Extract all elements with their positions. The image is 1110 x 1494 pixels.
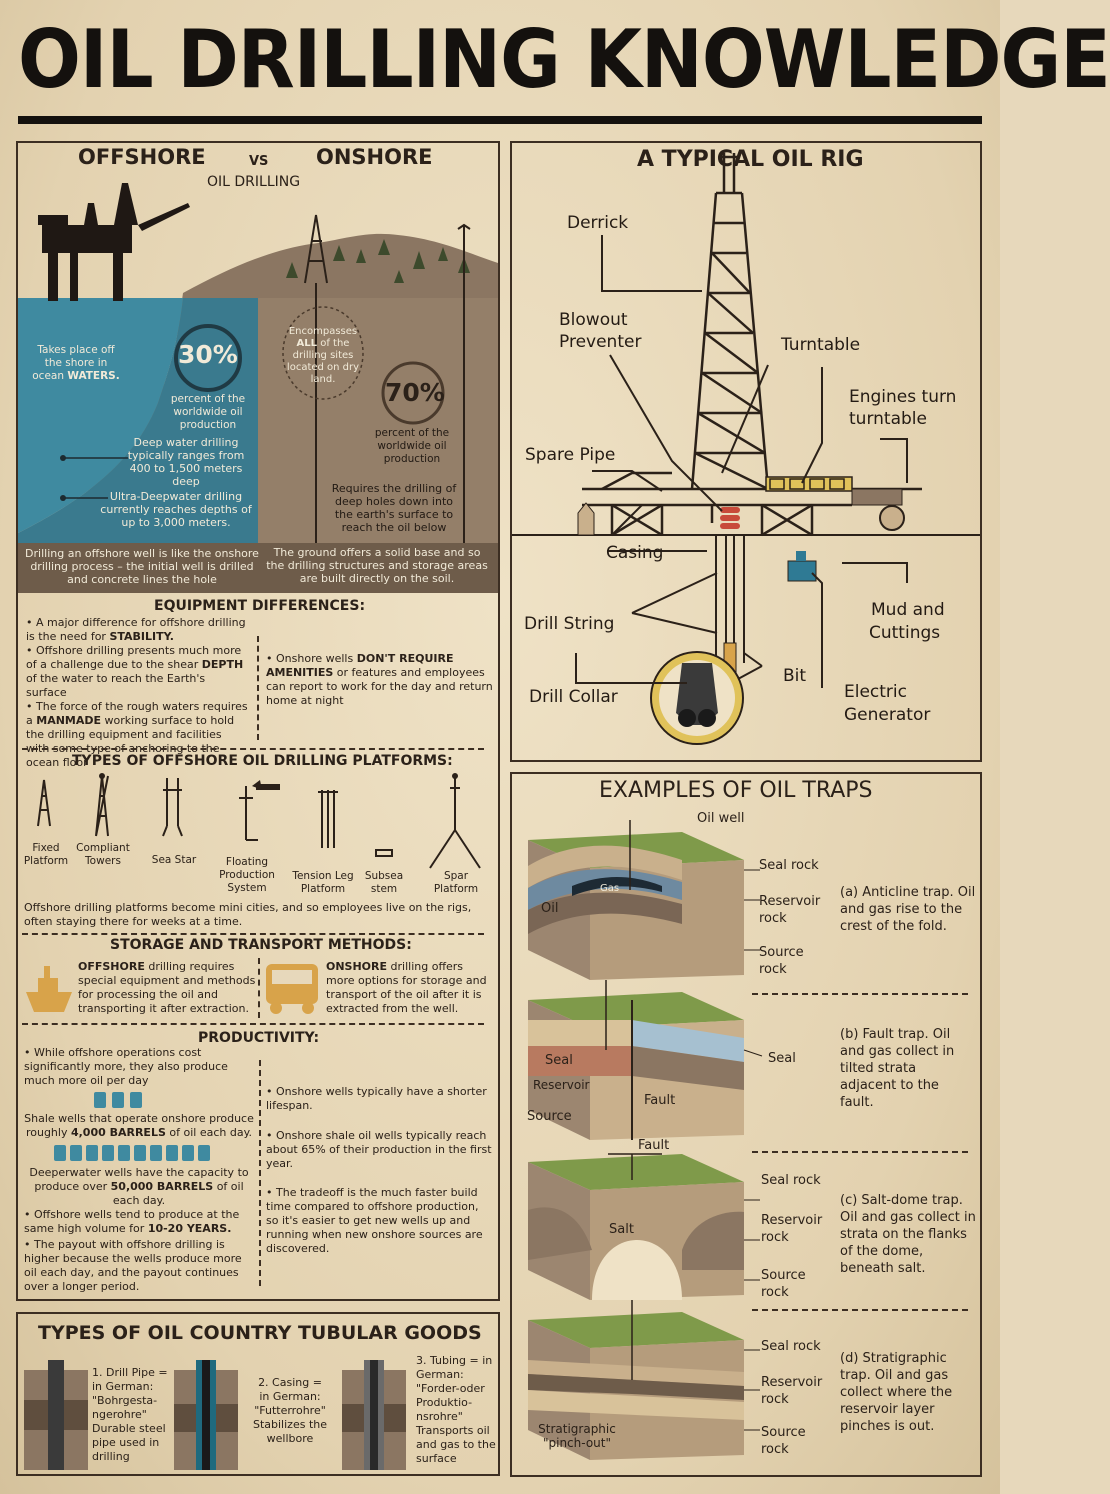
productivity-left-4: • Offshore wells tend to produce at the same high volume for 10-20 YEARS. <box>24 1208 240 1235</box>
trap-b-desc: (b) Fault trap. Oil and gas collect in tilted strata adjacent to the fault. <box>840 1027 955 1110</box>
trap-a-reservoir: Reservoir rock <box>759 894 821 926</box>
tubular-drill-pipe: 1. Drill Pipe = in German: "Bohrgesta-ngerohre" Durable steel pipe used in drilling <box>92 1366 168 1463</box>
requires-text: Requires the drilling of deep holes down into the earth's surface to reach the oil below <box>331 482 457 534</box>
trap-a-oil: Oil <box>541 901 559 916</box>
productivity-left-5: • The payout with offshore drilling is higher because the wells produce more oil each day, and the payout continues over a longer period. <box>24 1238 242 1293</box>
productivity-left-2: Shale wells that operate onshore produce roughly 4,000 BARRELS of oil each day. <box>24 1112 254 1139</box>
trap-a-source: Source rock <box>759 945 804 977</box>
productivity-right-3: • The tradeoff is the much faster build time compared to offshore production, so it's easier to get new wells up and running when new onshore sources are discovered. <box>266 1186 483 1255</box>
trap-c-desc: (c) Salt-dome trap. Oil and gas collect in strata on the flanks of the dome, beneath salt. <box>840 1193 976 1276</box>
title-rule <box>18 116 982 124</box>
platform-fixed: Fixed Platform <box>23 842 69 867</box>
trap-a-seal: Seal rock <box>759 858 819 873</box>
trap-c-salt: Salt <box>609 1222 634 1237</box>
rig-turntable-label: Turntable <box>781 335 861 355</box>
trap-c-fault: Fault <box>638 1138 670 1153</box>
equipment-heading: EQUIPMENT DIFFERENCES: <box>154 598 366 614</box>
platform-compliant: Compliant Towers <box>76 842 130 867</box>
onshore-percent-desc: percent of the worldwide oil production <box>374 427 450 465</box>
rig-blowout-label-2: Preventer <box>559 332 642 352</box>
traps-heading: EXAMPLES OF OIL TRAPS <box>599 778 873 803</box>
rig-engines-label-2: turntable <box>849 409 927 429</box>
rig-derrick-label: Derrick <box>567 213 629 233</box>
trap-b-reservoir: Reservoir <box>533 1078 590 1092</box>
tubular-heading: TYPES OF OIL COUNTRY TUBULAR GOODS <box>38 1322 482 1344</box>
platform-spar: Spar Platform <box>433 870 479 895</box>
trap-d-reservoir: Reservoir rock <box>761 1375 823 1407</box>
offshore-heading: OFFSHORE <box>78 145 206 169</box>
tubular-illustrations <box>24 1360 424 1470</box>
rig-electric-label-1: Electric <box>844 682 907 702</box>
rig-mud-label-1: Mud and <box>871 600 945 620</box>
trap-b-source: Source <box>527 1109 572 1124</box>
offshore-percent-desc: percent of the worldwide oil production <box>170 393 246 431</box>
productivity-heading: PRODUCTIVITY: <box>198 1030 320 1046</box>
ultra-deep-text: Ultra-Deepwater drilling currently reaches depths of up to 3,000 meters. <box>100 490 252 529</box>
rig-casing-label: Casing <box>606 543 664 563</box>
onshore-percent: 70% <box>385 378 445 407</box>
platform-tension-leg: Tension Leg Platform <box>292 870 354 895</box>
vs-label: VS <box>249 154 269 169</box>
page-title: OIL DRILLING KNOWLEDGE <box>18 13 1110 107</box>
platforms-note: Offshore drilling platforms become mini cities, and so employees live on the rigs, often staying there for weeks at a time. <box>24 901 472 928</box>
trap-b-fault: Fault <box>644 1093 676 1108</box>
ocean-waters-text: Takes place off the shore in ocean WATERS. <box>32 344 120 382</box>
offshore-percent: 30% <box>178 340 238 369</box>
trap-b-seal-right: Seal <box>768 1051 796 1066</box>
rig-engines-label-1: Engines turn <box>849 387 957 407</box>
equipment-left-list: • A major difference for offshore drilling is the need for STABILITY. • Offshore drilling presents much more of a challenge due to the shear DEPTH of the water to reach the Earth's surface • The force of the rough waters requires a MANMADE working surface to hold the drilling equipment and facilities with some type of anchoring to the ocean floor <box>26 616 248 769</box>
rig-spare-pipe-label: Spare Pipe <box>525 445 616 465</box>
productivity-right-2: • Onshore shale oil wells typically reach about 65% of their production in the first year. <box>266 1129 492 1170</box>
trap-d-seal: Seal rock <box>761 1339 821 1354</box>
productivity-left-3: Deeperwater wells have the capacity to produce over 50,000 BARRELS of oil each day. <box>29 1166 249 1207</box>
platform-floating: Floating Production System <box>219 856 275 894</box>
rig-heading: A TYPICAL OIL RIG <box>637 147 864 172</box>
platforms-heading: TYPES OF OFFSHORE OIL DRILLING PLATFORMS: <box>72 753 453 769</box>
productivity-left-1: • While offshore operations cost significantly more, they also produce much more oil per day <box>24 1046 228 1087</box>
barrel-icons-a <box>92 1090 148 1110</box>
deep-water-text: Deep water drilling typically ranges from 400 to 1,500 meters deep <box>127 436 245 488</box>
trap-d-pinch-out: Stratigraphic "pinch-out" <box>538 1422 616 1450</box>
trap-d-source: Source rock <box>761 1425 806 1457</box>
ship-icon <box>24 956 74 1016</box>
trap-d-desc: (d) Stratigraphic trap. Oil and gas collect where the reservoir layer pinches is out. <box>840 1351 953 1434</box>
storage-heading: STORAGE AND TRANSPORT METHODS: <box>110 937 412 953</box>
offshore-bottom-text: Drilling an offshore well is like the onshore drilling process – the initial well is drilled and concrete lines the hole <box>25 547 259 586</box>
trap-a-oil-well: Oil well <box>697 811 745 826</box>
trap-c-source: Source rock <box>761 1268 806 1300</box>
trap-b-seal-left: Seal <box>545 1053 573 1068</box>
onshore-bottom-text: The ground offers a solid base and so the drilling structures and storage areas are built directly on the soil. <box>266 546 488 585</box>
storage-onshore-text: ONSHORE drilling offers more options for storage and transport of the oil after it is extracted from the well. <box>326 960 487 1015</box>
tubular-tubing: 3. Tubing = in German: "Forder-oder Produktio-nsrohre" Transports oil and gas to the surface <box>416 1354 496 1465</box>
tubular-casing: 2. Casing = in German: "Futterrohre" Stabilizes the wellbore <box>252 1376 327 1445</box>
rig-drill-string-label: Drill String <box>524 614 615 634</box>
onshore-heading: ONSHORE <box>316 145 433 169</box>
trap-c-reservoir: Reservoir rock <box>761 1213 823 1245</box>
rig-drill-collar-label: Drill Collar <box>529 687 618 707</box>
rig-mud-label-2: Cuttings <box>869 623 941 643</box>
platform-subsea: Subsea stem <box>364 870 404 895</box>
trap-a-desc: (a) Anticline trap. Oil and gas rise to the crest of the fold. <box>840 885 976 934</box>
rig-bit-label: Bit <box>783 666 807 686</box>
trap-c-seal: Seal rock <box>761 1173 821 1188</box>
rig-electric-label-2: Generator <box>844 705 931 725</box>
encompasses-text: Encompasses ALL of the drilling sites located on dry land. <box>286 326 360 385</box>
rig-blowout-label-1: Blowout <box>559 310 628 330</box>
truck-icon <box>262 958 322 1018</box>
equipment-right-text: • Onshore wells DON'T REQUIRE AMENITIES or features and employees can report to work for the day and return home at night <box>266 652 493 707</box>
platform-sea-star: Sea Star <box>151 854 197 866</box>
barrel-icons-b <box>52 1143 222 1163</box>
productivity-right-1: • Onshore wells typically have a shorter lifespan. <box>266 1085 487 1112</box>
storage-offshore-text: OFFSHORE drilling requires special equipment and methods for processing the oil and transporting it after extraction. <box>78 960 256 1015</box>
oil-drilling-subtitle: OIL DRILLING <box>207 174 301 190</box>
trap-a-gas: Gas <box>600 883 620 894</box>
